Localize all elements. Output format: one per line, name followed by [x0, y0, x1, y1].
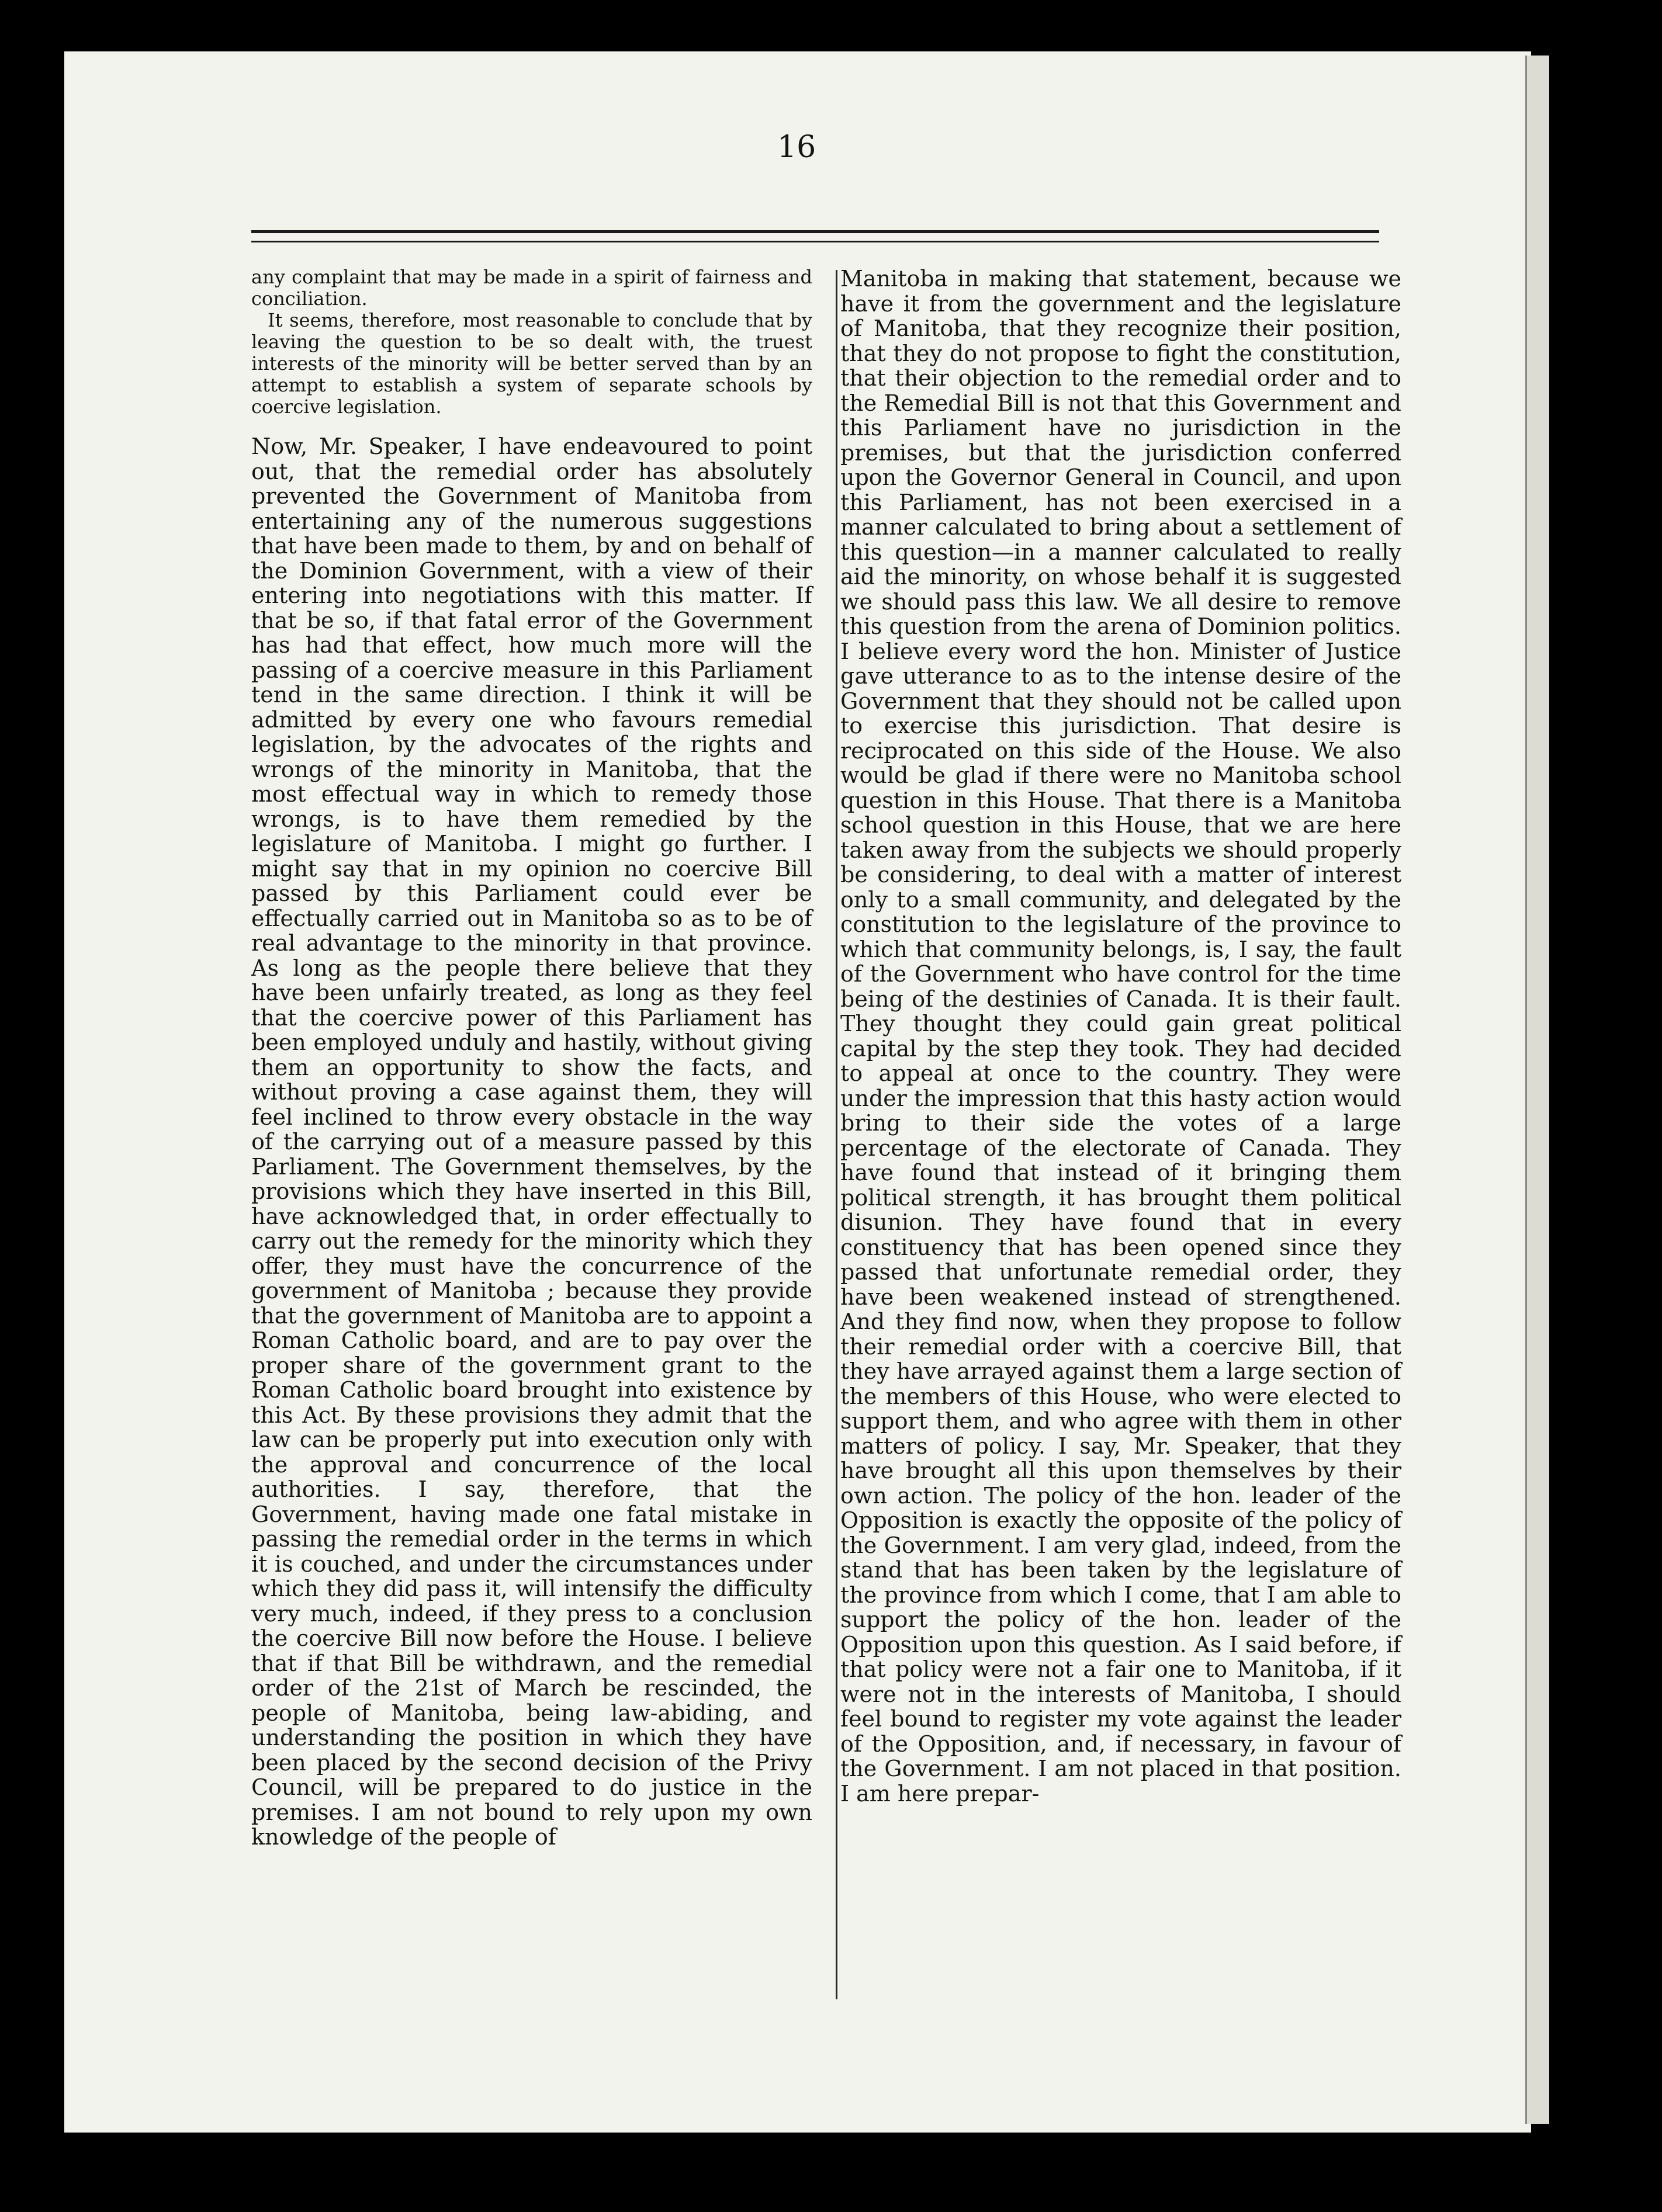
page-number: 16 — [777, 130, 816, 165]
left-paragraph-3: Now, Mr. Speaker, I have endeavoured to point out, that the remedial order has absolutely prevented the Government of Manitoba from entertaining any of the numerous suggestions that have been made to them, by and on behalf of the Dominion Government, with a view of their entering into negotiations with this matter. If that be so, if that fatal error of the Government has had that effect, how much more will the passing of a coercive measure in this Parliament tend in the same direction. I think it will be admitted by every one who favours remedial legislation, by the advocates of the rights and wrongs of the minority in Manitoba, that the most effectual way in which to remedy those wrongs, is to have them remedied by the legislature of Manitoba. I might go further. I might say that in my opinion no coercive Bill passed by this Parliament could ever be effectually carried out in Manitoba so as to be of real advantage to the minority in that province. As long as the people there believe that they have been unfairly treated, as long as they feel that the coercive power of this Parliament has been employed unduly and hastily, without giving them an opportunity to show the facts, and without proving a case against them, they will feel inclined to throw every obstacle in the way of the carrying out of a measure passed by this Parliament. The Government themselves, by the provisions which they have inserted in this Bill, have acknowledged that, in order effectually to carry out the remedy for the minority which they offer, they must have the concurrence of the government of Manitoba ; because they provide that the government of Manitoba are to appoint a Roman Catholic board, and are to pay over the proper share of the government grant to the Roman Catholic board brought into existence by this Act. By these provisions they admit that the law can be properly put into execution only with the approval and concurrence of the local authorities. I say, therefore, that the Government, having made one fatal mistake in passing the remedial order in the terms in which it is couched, and under the circumstances under which they did pass it, will intensify the difficulty very much, indeed, if they press to a conclusion the coercive Bill now before the House. I believe that if that Bill be withdrawn, and the remedial order of the 21st of March be rescinded, the people of Manitoba, being law-abiding, and understanding the position in which they have been placed by the second decision of the Privy Council, will be prepared to do justice in the premises. I am not bound to rely upon my own knowledge of the people of — [251, 434, 812, 1850]
left-column — [251, 266, 812, 1850]
column-divider — [836, 270, 837, 1999]
left-paragraph-2: It seems, therefore, most reasonable to conclude that by leaving the question to be so dealt with, the truest interests of the minority will be better served than by an attempt to establish a system of separate schools by coercive legislation. — [251, 309, 812, 418]
right-paragraph-1: Manitoba in making that statement, because we have it from the government and the legislature of Manitoba, that they recognize their position, that they do not propose to fight the constitution, that their objection to the remedial order and to the Remedial Bill is not that this Government and this Parliament have no jurisdiction in the premises, but that the jurisdiction conferred upon the Governor General in Council, and upon this Parliament, has not been exercised in a manner calculated to bring about a settlement of this question—in a manner calculated to really aid the minority, on whose behalf it is suggested we should pass this law. We all desire to remove this question from the arena of Dominion politics. I believe every word the hon. Minister of Justice gave utterance to as to the intense desire of the Government that they should not be called upon to exercise this jurisdiction. That desire is reciprocated on this side of the House. We also would be glad if there were no Manitoba school question in this House. That there is a Manitoba school question in this House, that we are here taken away from the subjects we should properly be considering, to deal with a matter of interest only to a small community, and delegated by the constitution to the legislature of the province to which that community belongs, is, I say, the fault of the Government who have control for the time being of the destinies of Canada. It is their fault. They thought they could gain great political capital by the step they took. They had decided to appeal at once to the country. They were under the impression that this hasty action would bring to their side the votes of a large percentage of the electorate of Canada. They have found that instead of it bringing them political strength, it has brought them political disunion. They have found that in every constituency that has been opened since they passed that unfortunate remedial order, they have been weakened instead of strengthened. And they find now, when they propose to follow their remedial order with a coercive Bill, that they have arrayed against them a large section of the members of this House, who were elected to support them, and who agree with them in other matters of policy. I say, Mr. Speaker, that they have brought all this upon themselves by their own action. The policy of the hon. leader of the Opposition is exactly the opposite of the policy of the Government. I am very glad, indeed, from the stand that has been taken by the legislature of the province from which I come, that I am able to support the policy of the hon. leader of the Opposition upon this question. As I said before, if that policy were not a fair one to Manitoba, if it were not in the interests of Manitoba, I should feel bound to register my vote against the leader of the Opposition, and, if necessary, in favour of the Government. I am not placed in that position. I am here prepar- — [840, 266, 1401, 1807]
header-rule-thin — [251, 241, 1379, 242]
right-column — [840, 266, 1401, 1806]
header-rule-thick — [251, 230, 1379, 233]
adjacent-page-edge — [1525, 56, 1549, 2124]
left-paragraph-1: any complaint that may be made in a spirit of fairness and conciliation. — [251, 266, 812, 310]
paragraph-gap — [251, 418, 812, 434]
